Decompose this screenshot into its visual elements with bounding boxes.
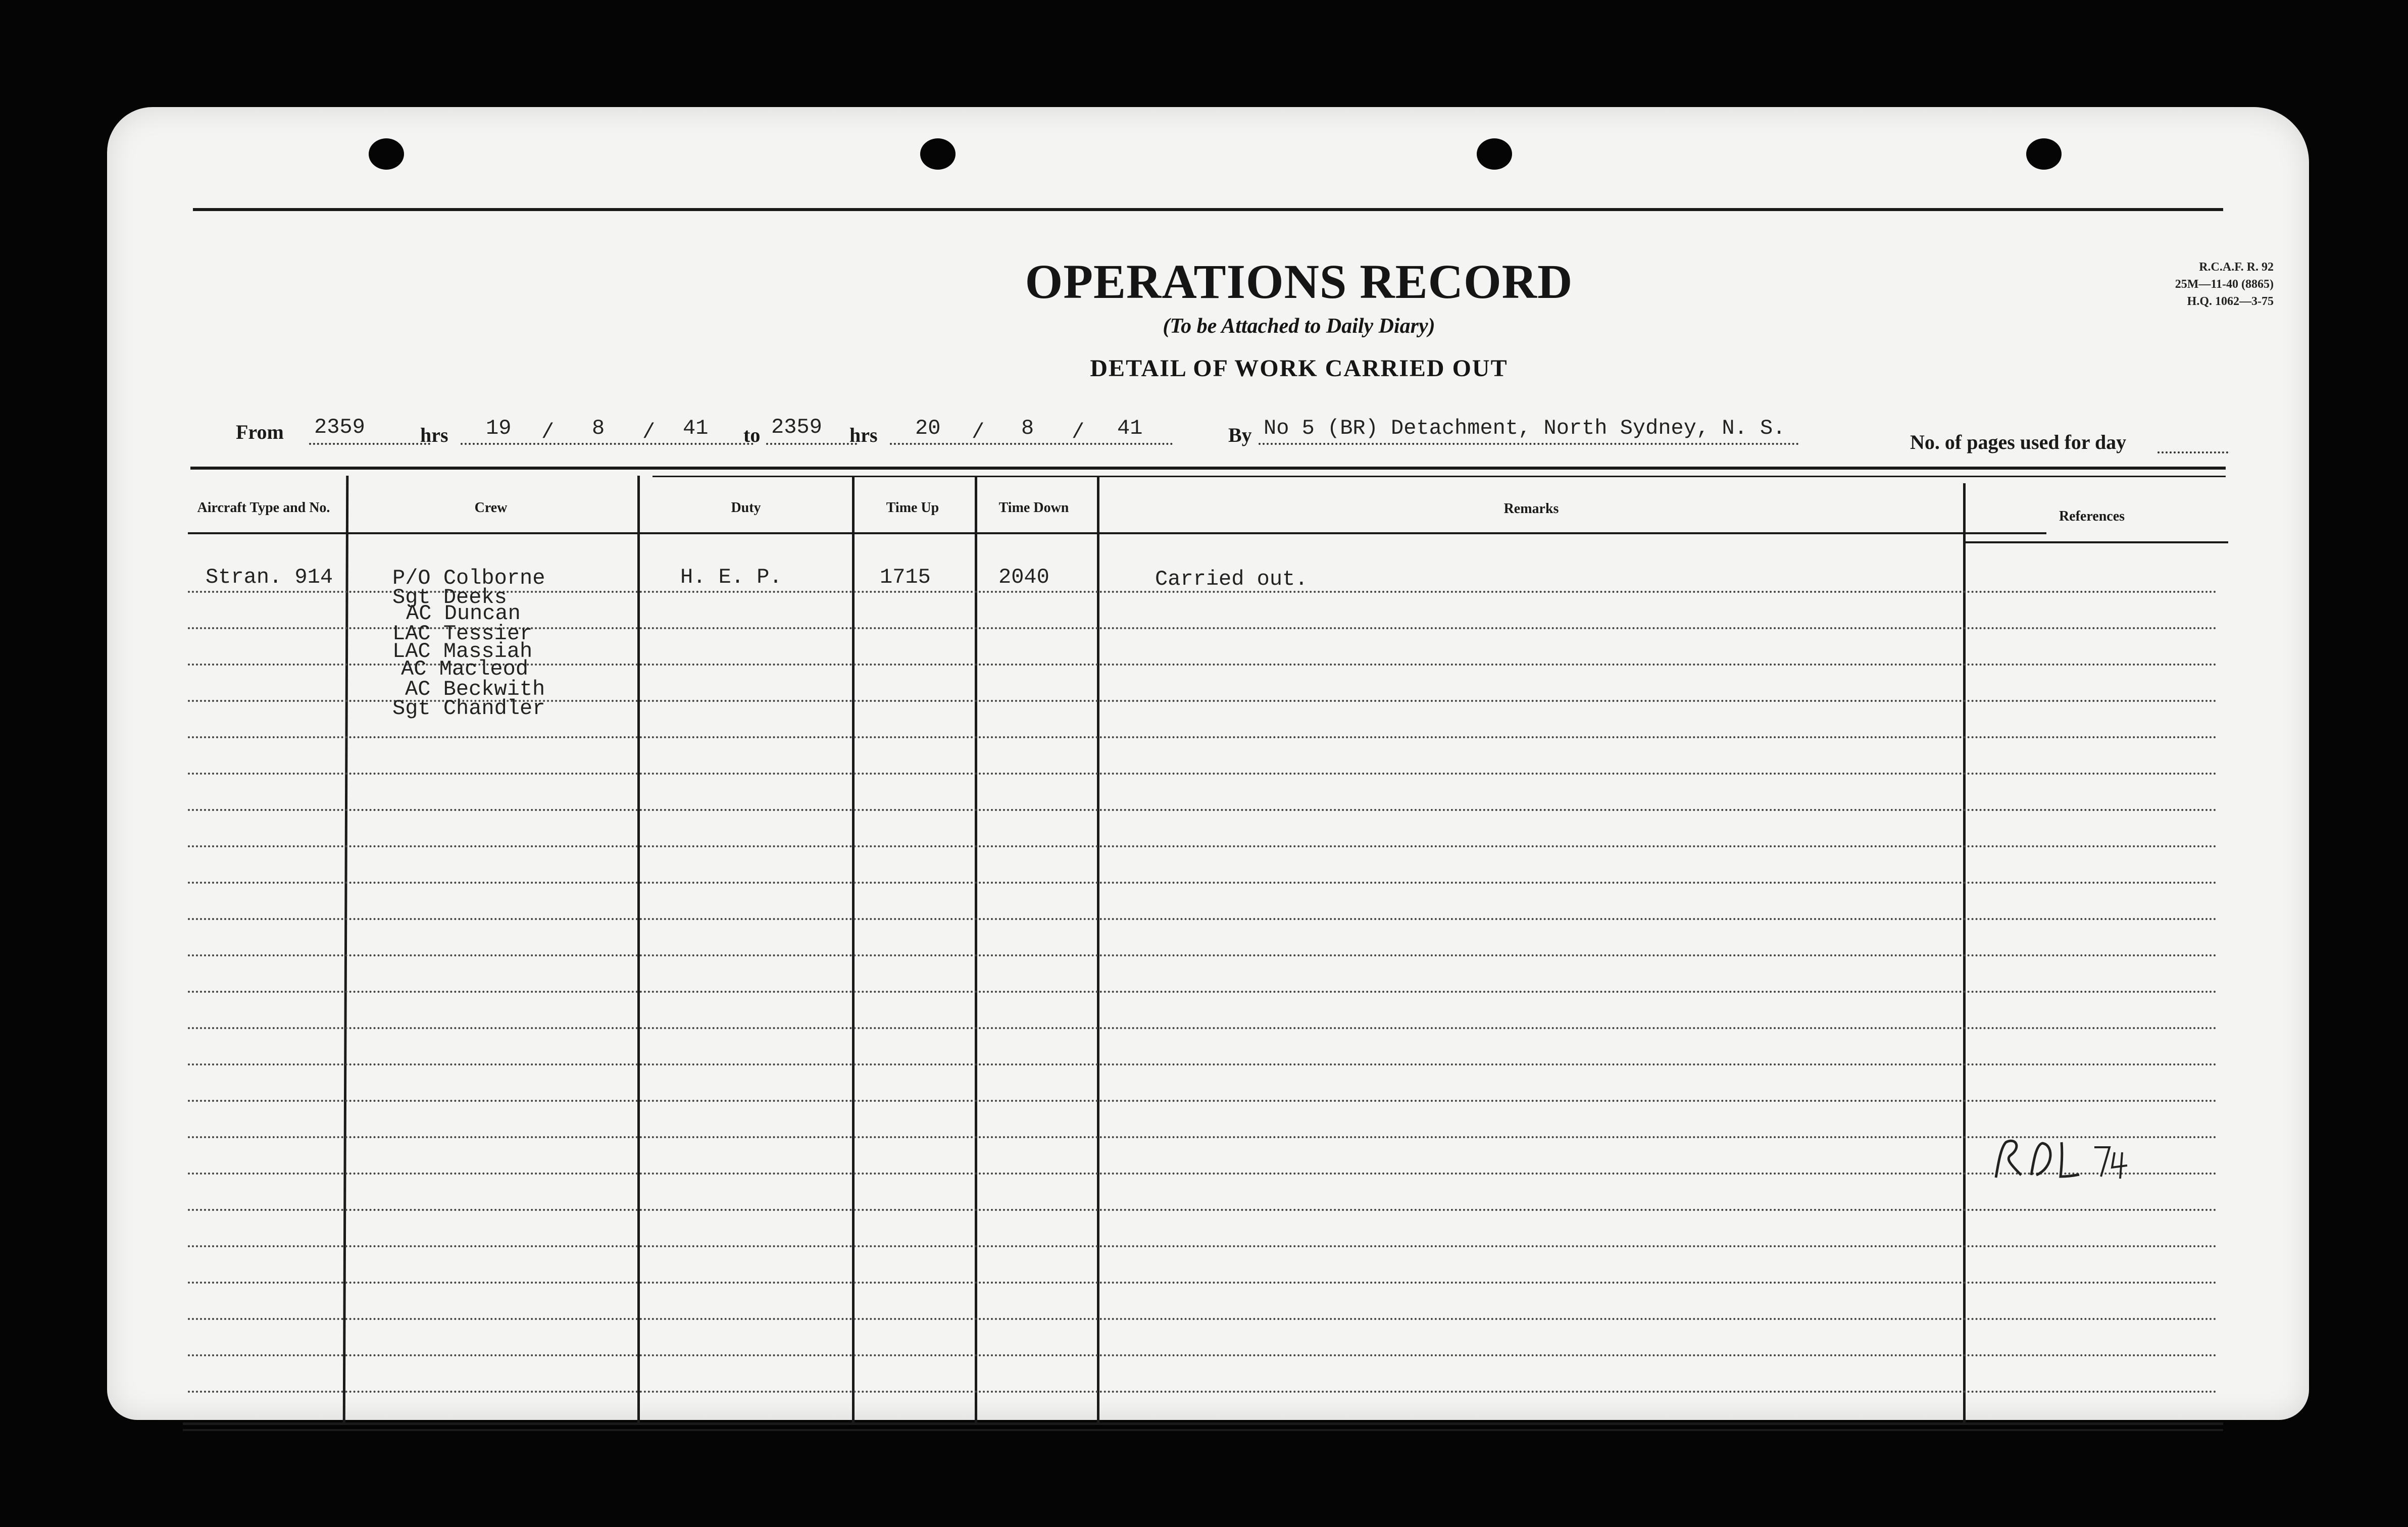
ruled-row-line [188, 736, 2218, 738]
col-duty: Duty [731, 500, 761, 516]
ruled-row-line [188, 991, 2218, 993]
entry-time-up: 1715 [880, 565, 931, 589]
crew-member: Sgt Chandler [392, 696, 545, 721]
punch-hole [1477, 138, 1512, 170]
punch-hole [2026, 138, 2062, 170]
handwritten-initials [1986, 1132, 2137, 1188]
ruled-row-line [188, 1063, 2218, 1065]
ruled-row-line [188, 1282, 2218, 1284]
ruled-row-line [188, 1318, 2218, 1320]
form-subtitle: (To be Attached to Daily Diary) [1163, 315, 1435, 338]
crew-member: P/O Colborne [392, 566, 545, 590]
ruled-row-line [188, 954, 2218, 956]
form-detail-heading: DETAIL OF WORK CARRIED OUT [1090, 355, 1508, 382]
entry-remarks: Carried out. [1155, 567, 1308, 591]
ruled-row-line [188, 1391, 2218, 1393]
form-title: OPERATIONS RECORD [1025, 254, 1573, 309]
entry-duty: H. E. P. [680, 565, 782, 589]
entry-time-down: 2040 [998, 565, 1049, 589]
date-separator: / [541, 420, 555, 444]
pages-label: No. of pages used for day [1910, 431, 2127, 453]
from-time: 2359 [314, 415, 365, 439]
col-aircraft: Aircraft Type and No. [197, 500, 330, 516]
ruled-row-line [188, 918, 2218, 920]
to-time: 2359 [771, 415, 822, 439]
ruled-row-line [188, 809, 2218, 811]
ruled-row-line [188, 1173, 2218, 1175]
hrs-label-2: hrs [849, 424, 878, 446]
from-label: From [236, 421, 284, 443]
date-separator: / [642, 420, 656, 444]
entry-aircraft: Stran. 914 [206, 565, 333, 589]
date-separator: / [1072, 420, 1085, 444]
by-value: No 5 (BR) Detachment, North Sydney, N. S. [1264, 416, 1786, 440]
crew-member: LAC Tessier [392, 622, 533, 646]
crew-member: AC Duncan [406, 601, 521, 626]
form-reference: R.C.A.F. R. 92 25M—11-40 (8865) H.Q. 1062—3-75 [2175, 261, 2274, 308]
crew-member: AC Macleod [401, 657, 529, 681]
operations-record-card [107, 107, 2309, 1420]
col-crew: Crew [474, 500, 508, 516]
table-top-rule [190, 467, 2226, 470]
crew-member: AC Beckwith [405, 677, 545, 701]
by-label: By [1228, 424, 1252, 446]
col-time-down: Time Down [998, 500, 1069, 516]
table-bottom-rule [183, 1422, 2223, 1425]
punch-hole [920, 138, 956, 170]
from-day: 19 [486, 416, 512, 440]
ruled-row-line [188, 1100, 2218, 1102]
ruled-row-line [188, 1136, 2218, 1138]
top-rule [193, 208, 2223, 211]
crew-member: LAC Massiah [392, 639, 533, 664]
col-time-up: Time Up [886, 500, 939, 516]
ruled-row-line [188, 1354, 2218, 1356]
from-year: 41 [683, 416, 709, 440]
ruled-row-line [188, 1027, 2218, 1029]
col-remarks: Remarks [1503, 501, 1559, 517]
from-month: 8 [592, 416, 605, 440]
header-underline [188, 532, 2046, 534]
ruled-row-line [188, 1209, 2218, 1211]
date-separator: / [972, 420, 985, 444]
crew-member: Sgt Deeks [392, 585, 507, 609]
to-label: to [743, 424, 761, 446]
to-month: 8 [1021, 416, 1034, 440]
ruled-row-line [188, 882, 2218, 884]
punch-hole [369, 138, 404, 170]
hrs-label: hrs [420, 424, 448, 446]
to-day: 20 [915, 416, 941, 440]
ruled-row-line [188, 773, 2218, 775]
to-year: 41 [1117, 416, 1143, 440]
col-references: References [2059, 508, 2125, 524]
ruled-row-line [188, 845, 2218, 847]
ruled-row-line [188, 1245, 2218, 1247]
